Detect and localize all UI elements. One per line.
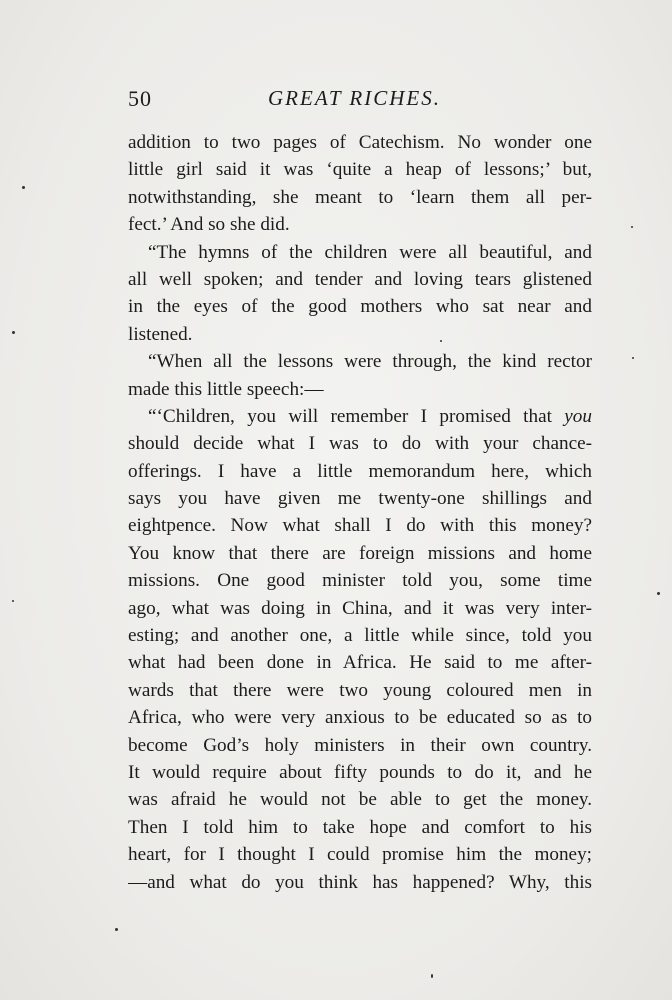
text-line: what had been done in Africa. He said to me after-: [128, 652, 592, 674]
running-head: GREAT RICHES.: [268, 86, 441, 110]
text-line: all well spoken; and tender and loving tears glistened: [128, 268, 592, 290]
print-speck: [657, 592, 660, 595]
text-line: addition to two pages of Catechism. No wonder one: [128, 132, 592, 153]
text-line: little girl said it was ‘quite a heap of lessons;’ but,: [128, 159, 592, 181]
text-line: Africa, who were very anxious to be educated so as to: [128, 707, 592, 729]
text-line: “‘Children, you will remember I promised that you: [148, 405, 592, 427]
text-line: missions. One good minister told you, some time: [128, 570, 592, 592]
print-speck: [631, 226, 633, 228]
text-line: “When all the lessons were through, the kind rector: [148, 351, 592, 373]
text-line: made this little speech:—: [128, 378, 324, 400]
text-line: listened.: [128, 323, 193, 345]
text-line: was afraid he would not be able to get the money.: [128, 789, 592, 811]
page-header: [128, 86, 592, 116]
print-speck: [115, 928, 118, 931]
page-number: 50: [128, 86, 152, 111]
print-speck: [632, 357, 634, 359]
text-line: You know that there are foreign missions and home: [128, 542, 592, 564]
text-line: fect.’ And so she did.: [128, 214, 290, 236]
print-speck: [431, 974, 433, 978]
text-line: says you have given me twenty-one shillings and: [128, 488, 592, 510]
text-line: offerings. I have a little memorandum here, which: [128, 460, 592, 482]
print-speck: [12, 331, 15, 334]
text-line: “The hymns of the children were all beautiful, and: [148, 241, 592, 263]
text-line: notwithstanding, she meant to ‘learn them all per-: [128, 186, 592, 208]
text-line: It would require about fifty pounds to do it, and he: [128, 761, 592, 783]
text-line: become God’s holy ministers in their own country.: [128, 734, 592, 756]
text-line: —and what do you think has happened? Why, this: [128, 871, 592, 893]
text-line: should decide what I was to do with your chance-: [128, 433, 592, 455]
print-speck: [440, 340, 442, 342]
text-line: Then I told him to take hope and comfort to his: [128, 816, 592, 838]
text-line: ago, what was doing in China, and it was very inter-: [128, 597, 592, 619]
emphasis-you: you: [564, 405, 592, 427]
text-line: heart, for I thought I could promise him the money;: [128, 844, 592, 866]
text-line: in the eyes of the good mothers who sat near and: [128, 296, 592, 318]
print-speck: [22, 186, 25, 189]
body-text: [128, 129, 592, 896]
print-speck: [12, 600, 14, 602]
text-line: wards that there were two young coloured men in: [128, 679, 592, 701]
text-line: eightpence. Now what shall I do with this money?: [128, 515, 592, 537]
text-line: esting; and another one, a little while since, told you: [128, 625, 592, 647]
